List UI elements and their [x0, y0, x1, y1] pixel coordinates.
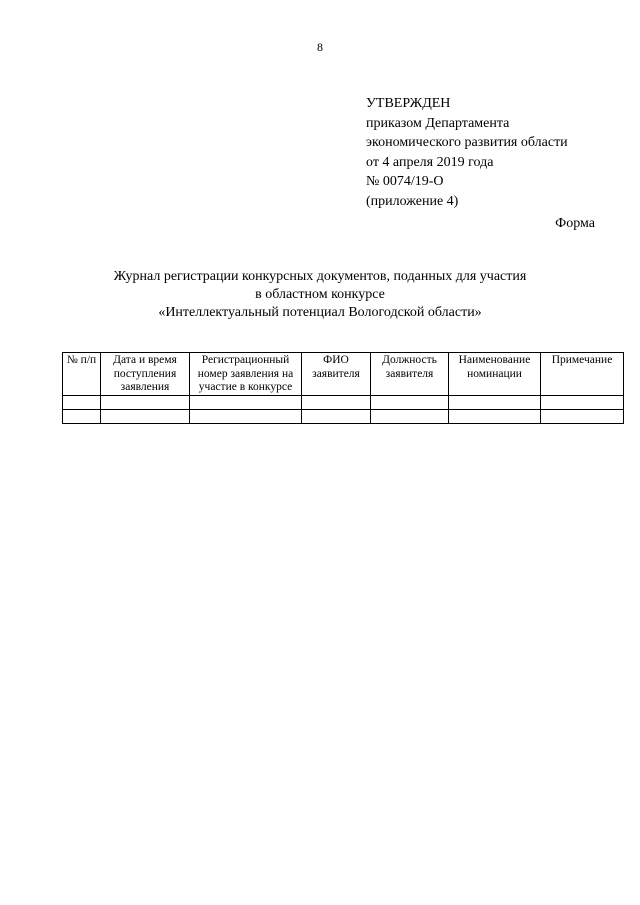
column-header-applicant-name: ФИО заявителя	[302, 353, 371, 396]
journal-title-line: в областном конкурсе	[255, 287, 385, 302]
column-header-number: № п/п	[63, 353, 101, 396]
table-cell	[449, 409, 541, 423]
table-row	[63, 409, 624, 423]
form-label: Форма	[555, 216, 595, 231]
approval-line: от 4 апреля 2019 года	[366, 154, 494, 170]
approval-line: № 0074/19-О	[366, 174, 444, 189]
page-number: 8	[317, 40, 323, 54]
table-cell	[190, 409, 302, 423]
approval-line: УТВЕРЖДЕН	[366, 96, 451, 111]
table-cell	[302, 409, 371, 423]
table-cell	[541, 395, 624, 409]
table-cell	[190, 395, 302, 409]
table-row	[63, 395, 624, 409]
approval-line: (приложение 4)	[366, 193, 459, 209]
table-cell	[541, 409, 624, 423]
table-cell	[63, 409, 101, 423]
table-cell	[371, 395, 449, 409]
column-header-registration-number: Регистрационный номер заявления на участие в конкурсе	[190, 353, 302, 396]
column-header-applicant-position: Должность заявителя	[371, 353, 449, 396]
approval-line: экономического развития области	[366, 135, 568, 150]
approval-line: приказом Департамента	[366, 115, 510, 131]
column-header-date: Дата и время поступления заявления	[101, 353, 190, 396]
registration-table	[62, 352, 624, 424]
journal-title-line: «Интеллектуальный потенциал Вологодской области»	[158, 305, 482, 320]
journal-title	[0, 268, 640, 322]
column-header-note: Примечание	[541, 353, 624, 396]
table-cell	[302, 395, 371, 409]
column-header-nomination: Наименование номинации	[449, 353, 541, 396]
table-header-row	[63, 353, 624, 396]
approval-block	[366, 94, 568, 211]
table-cell	[101, 395, 190, 409]
table-cell	[101, 409, 190, 423]
table-cell	[371, 409, 449, 423]
journal-title-line: Журнал регистрации конкурсных документов, поданных для участия	[113, 269, 527, 284]
table-cell	[63, 395, 101, 409]
table-cell	[449, 395, 541, 409]
